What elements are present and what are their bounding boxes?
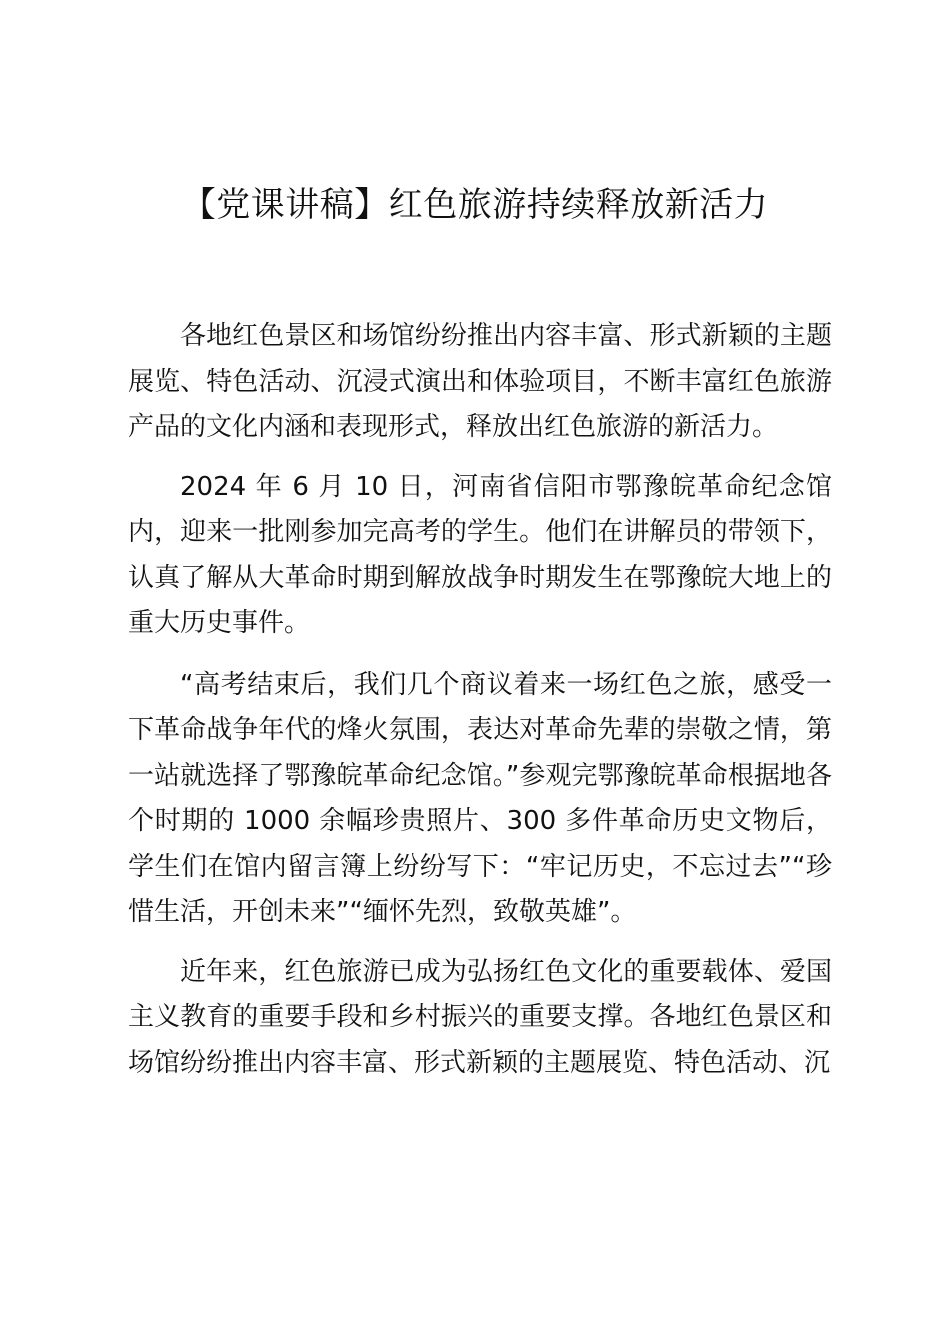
paragraph: “高考结束后，我们几个商议着来一场红色之旅，感受一下革命战争年代的烽火氛围，表达对革命先辈的崇敬之情，第一站就选择了鄂豫皖革命纪念馆。”参观完鄂豫皖革命根据地各个时期的 1000 余幅珍贵照片、300 多件革命历史文物后，学生们在馆内留言簿上纷纷写下：“牢记历史，不忘过去”“珍惜生活，开创未来”“缅怀先烈，致敬英雄”。 [128, 669, 832, 927]
document-body [128, 314, 832, 1100]
paragraph: 2024 年 6 月 10 日，河南省信阳市鄂豫皖革命纪念馆内，迎来一批刚参加完高考的学生。他们在讲解员的带领下，认真了解从大革命时期到解放战争时期发生在鄂豫皖大地上的重大历史事件。 [128, 471, 832, 638]
paragraph: 各地红色景区和场馆纷纷推出内容丰富、形式新颖的主题展览、特色活动、沉浸式演出和体验项目，不断丰富红色旅游产品的文化内涵和表现形式，释放出红色旅游的新活力。 [128, 321, 832, 442]
document-title: 【党课讲稿】红色旅游持续释放新活力 [181, 185, 769, 225]
paragraph: 近年来，红色旅游已成为弘扬红色文化的重要载体、爱国主义教育的重要手段和乡村振兴的重要支撑。各地红色景区和场馆纷纷推出内容丰富、形式新颖的主题展览、特色活动、沉 [128, 956, 832, 1078]
